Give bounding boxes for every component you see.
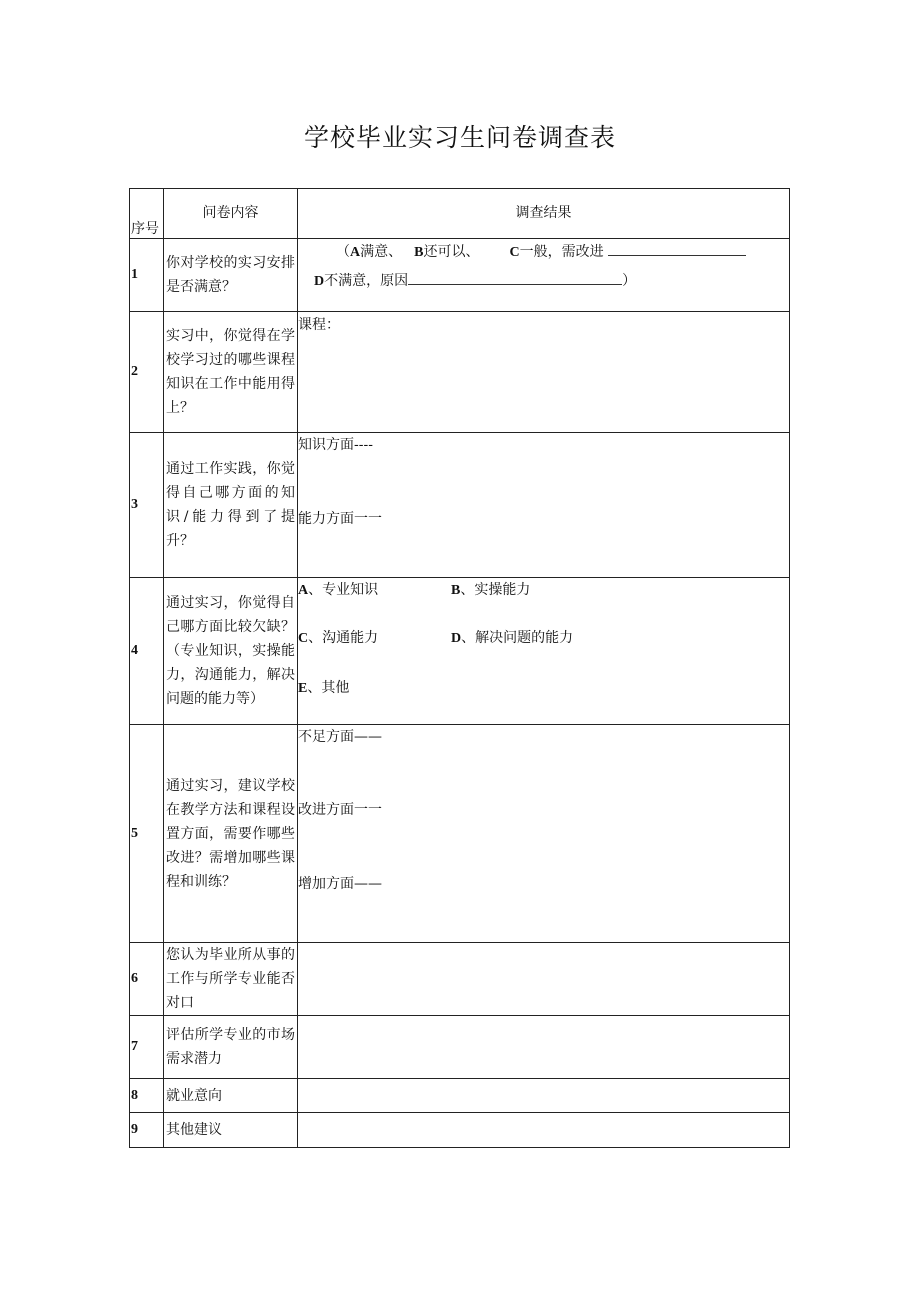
table-row (130, 725, 790, 943)
option-letter: A (350, 245, 361, 260)
answer-cell[interactable] (298, 433, 790, 578)
row-number: 4 (130, 578, 164, 725)
ability-label: 能力方面一一 (298, 511, 382, 527)
answer-cell[interactable] (298, 1113, 790, 1148)
row-number: 9 (130, 1113, 164, 1148)
table-row (130, 239, 790, 312)
option-c[interactable] (298, 626, 378, 651)
knowledge-label: 知识方面---- (298, 437, 373, 453)
table-row (130, 312, 790, 433)
row-number: 5 (130, 725, 164, 943)
row-number: 8 (130, 1079, 164, 1113)
question-cell: 实习中，你觉得在学校学习过的哪些课程知识在工作中能用得上？ (164, 312, 298, 433)
question-cell: 通过实习，你觉得自己哪方面比较欠缺？（专业知识，实操能力，沟通能力，解决问题的能力等） (164, 578, 298, 725)
reason-blank[interactable] (408, 270, 622, 285)
answer-cell[interactable] (298, 239, 790, 312)
page-title: 学校毕业实习生问卷调查表 (303, 123, 616, 152)
option-text: 、专业知识 (308, 582, 379, 598)
table-row (130, 1079, 790, 1113)
option-text: 、实操能力 (460, 582, 531, 598)
option-text: 不满意，原因 (324, 273, 409, 289)
question-cell: 你对学校的实习安排是否满意？ (164, 239, 298, 312)
option-letter: D (451, 631, 462, 646)
answer-cell[interactable] (298, 312, 790, 433)
addition-label: 增加方面—— (298, 876, 382, 892)
option-letter: C (509, 245, 520, 260)
question-cell: 评估所学专业的市场需求潜力 (164, 1016, 298, 1079)
open-paren: （ (336, 244, 350, 260)
option-a[interactable] (298, 578, 378, 603)
header-result: 调查结果 (298, 189, 790, 239)
table-row (130, 578, 790, 725)
answer-cell[interactable] (298, 578, 790, 725)
question-cell: 就业意向 (164, 1079, 298, 1113)
option-text: 满意、 (360, 244, 403, 260)
option-text: 一般，需改进 (519, 244, 604, 260)
improve-blank[interactable] (608, 241, 746, 256)
option-letter: A (298, 583, 309, 598)
shortcoming-label: 不足方面—— (298, 729, 382, 745)
row-number: 2 (130, 312, 164, 433)
answer-cell[interactable] (298, 725, 790, 943)
row-number: 6 (130, 943, 164, 1016)
option-letter: B (414, 245, 424, 260)
option-text: 、沟通能力 (308, 630, 379, 646)
option-text: 、解决问题的能力 (461, 630, 574, 646)
question-cell: 通过实习，建议学校在教学方法和课程设置方面，需要作哪些改进？需增加哪些课程和训练？ (164, 725, 298, 943)
option-e[interactable] (298, 676, 349, 701)
table-row (130, 1113, 790, 1148)
row-number: 1 (130, 239, 164, 312)
row-number: 3 (130, 433, 164, 578)
option-letter: C (298, 631, 309, 646)
option-letter: E (298, 681, 308, 696)
question-cell: 其他建议 (164, 1113, 298, 1148)
survey-table (129, 188, 790, 1148)
improvement-label: 改进方面一一 (298, 802, 382, 818)
option-text: 、其他 (307, 680, 350, 696)
answer-cell[interactable] (298, 1079, 790, 1113)
header-question: 问卷内容 (164, 189, 298, 239)
option-b[interactable] (451, 578, 530, 603)
table-row (130, 433, 790, 578)
answer-cell[interactable] (298, 1016, 790, 1079)
question-cell: 通过工作实践，你觉得自己哪方面的知识/能力得到了提升？ (164, 433, 298, 578)
header-row (130, 189, 790, 239)
table-row (130, 1016, 790, 1079)
header-no: 序号 (130, 189, 164, 239)
close-paren: ） (622, 273, 637, 289)
question-cell: 您认为毕业所从事的工作与所学专业能否对口 (164, 943, 298, 1016)
row-number: 7 (130, 1016, 164, 1079)
option-letter: B (451, 583, 461, 598)
option-text: 还可以、 (423, 244, 480, 260)
option-d[interactable] (451, 626, 573, 651)
table-row (130, 943, 790, 1016)
option-letter: D (314, 274, 325, 289)
course-label: 课程： (298, 317, 340, 333)
answer-cell[interactable] (298, 943, 790, 1016)
